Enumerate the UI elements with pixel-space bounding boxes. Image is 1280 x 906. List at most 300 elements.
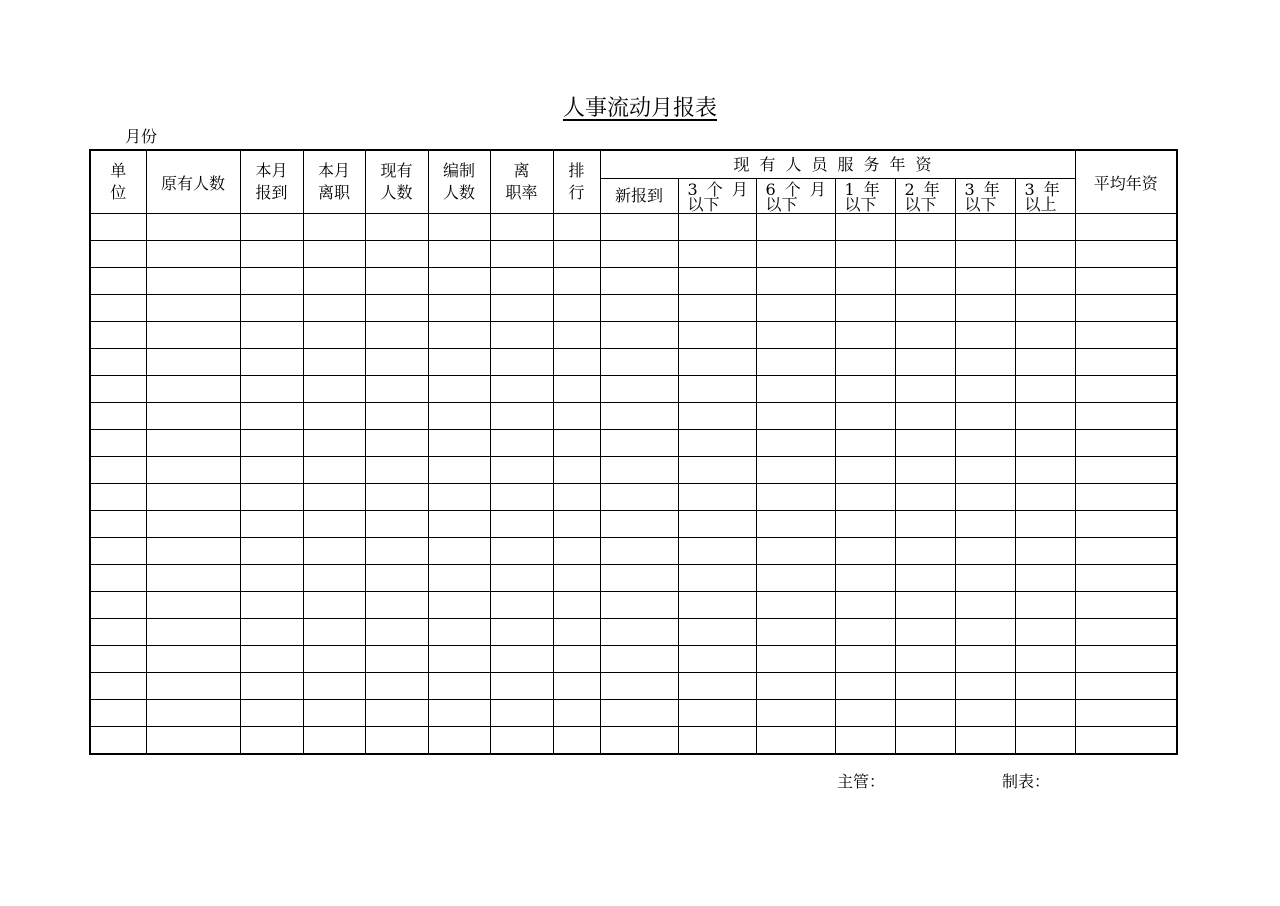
table-cell[interactable]: [365, 565, 428, 592]
table-cell[interactable]: [240, 241, 303, 268]
table-cell[interactable]: [756, 268, 835, 295]
table-cell[interactable]: [490, 241, 553, 268]
table-cell[interactable]: [90, 322, 146, 349]
table-cell[interactable]: [490, 268, 553, 295]
table-cell[interactable]: [1075, 268, 1177, 295]
table-cell[interactable]: [553, 214, 600, 241]
table-cell[interactable]: [955, 511, 1015, 538]
table-cell[interactable]: [146, 619, 240, 646]
table-cell[interactable]: [1075, 673, 1177, 700]
table-cell[interactable]: [835, 646, 895, 673]
table-cell[interactable]: [553, 457, 600, 484]
table-cell[interactable]: [240, 430, 303, 457]
table-cell[interactable]: [1075, 727, 1177, 755]
table-cell[interactable]: [835, 592, 895, 619]
table-cell[interactable]: [553, 295, 600, 322]
table-cell[interactable]: [553, 322, 600, 349]
table-cell[interactable]: [553, 592, 600, 619]
table-cell[interactable]: [600, 322, 678, 349]
table-cell[interactable]: [553, 349, 600, 376]
table-cell[interactable]: [553, 565, 600, 592]
table-cell[interactable]: [490, 349, 553, 376]
table-cell[interactable]: [835, 403, 895, 430]
table-cell[interactable]: [895, 511, 955, 538]
table-cell[interactable]: [240, 619, 303, 646]
table-cell[interactable]: [146, 592, 240, 619]
table-cell[interactable]: [303, 727, 365, 755]
table-cell[interactable]: [553, 484, 600, 511]
table-cell[interactable]: [1075, 592, 1177, 619]
table-cell[interactable]: [490, 565, 553, 592]
table-cell[interactable]: [90, 457, 146, 484]
table-cell[interactable]: [365, 727, 428, 755]
table-cell[interactable]: [835, 619, 895, 646]
table-cell[interactable]: [1075, 700, 1177, 727]
table-cell[interactable]: [895, 349, 955, 376]
table-cell[interactable]: [303, 268, 365, 295]
table-cell[interactable]: [955, 592, 1015, 619]
table-cell[interactable]: [90, 484, 146, 511]
table-cell[interactable]: [490, 295, 553, 322]
table-cell[interactable]: [756, 403, 835, 430]
table-cell[interactable]: [303, 700, 365, 727]
table-cell[interactable]: [553, 538, 600, 565]
table-cell[interactable]: [428, 457, 490, 484]
table-cell[interactable]: [600, 565, 678, 592]
table-cell[interactable]: [955, 619, 1015, 646]
table-cell[interactable]: [1015, 295, 1075, 322]
table-cell[interactable]: [1075, 430, 1177, 457]
table-cell[interactable]: [1015, 349, 1075, 376]
table-cell[interactable]: [146, 430, 240, 457]
table-cell[interactable]: [678, 295, 756, 322]
table-cell[interactable]: [303, 619, 365, 646]
table-cell[interactable]: [600, 295, 678, 322]
table-cell[interactable]: [240, 376, 303, 403]
table-cell[interactable]: [428, 700, 490, 727]
table-cell[interactable]: [428, 430, 490, 457]
table-cell[interactable]: [756, 376, 835, 403]
table-cell[interactable]: [835, 295, 895, 322]
table-cell[interactable]: [240, 403, 303, 430]
table-cell[interactable]: [240, 700, 303, 727]
table-cell[interactable]: [428, 376, 490, 403]
table-cell[interactable]: [955, 349, 1015, 376]
table-cell[interactable]: [365, 403, 428, 430]
table-cell[interactable]: [600, 484, 678, 511]
table-cell[interactable]: [240, 565, 303, 592]
table-cell[interactable]: [756, 214, 835, 241]
table-cell[interactable]: [1075, 403, 1177, 430]
table-cell[interactable]: [365, 646, 428, 673]
table-cell[interactable]: [90, 295, 146, 322]
table-cell[interactable]: [303, 322, 365, 349]
table-cell[interactable]: [678, 484, 756, 511]
table-cell[interactable]: [756, 673, 835, 700]
table-cell[interactable]: [895, 592, 955, 619]
table-cell[interactable]: [835, 727, 895, 755]
table-cell[interactable]: [1015, 646, 1075, 673]
table-cell[interactable]: [90, 619, 146, 646]
table-cell[interactable]: [678, 727, 756, 755]
table-cell[interactable]: [600, 673, 678, 700]
table-cell[interactable]: [600, 214, 678, 241]
table-cell[interactable]: [428, 241, 490, 268]
table-cell[interactable]: [600, 376, 678, 403]
table-cell[interactable]: [490, 511, 553, 538]
table-cell[interactable]: [835, 268, 895, 295]
table-cell[interactable]: [1075, 241, 1177, 268]
table-cell[interactable]: [428, 646, 490, 673]
table-cell[interactable]: [955, 268, 1015, 295]
table-cell[interactable]: [365, 538, 428, 565]
table-cell[interactable]: [553, 646, 600, 673]
table-cell[interactable]: [1015, 619, 1075, 646]
table-cell[interactable]: [756, 727, 835, 755]
table-cell[interactable]: [895, 727, 955, 755]
table-cell[interactable]: [490, 430, 553, 457]
table-cell[interactable]: [553, 376, 600, 403]
table-cell[interactable]: [600, 646, 678, 673]
table-cell[interactable]: [1015, 241, 1075, 268]
table-cell[interactable]: [365, 295, 428, 322]
table-cell[interactable]: [90, 214, 146, 241]
table-cell[interactable]: [756, 700, 835, 727]
table-cell[interactable]: [490, 376, 553, 403]
table-cell[interactable]: [240, 538, 303, 565]
table-cell[interactable]: [303, 565, 365, 592]
table-cell[interactable]: [553, 673, 600, 700]
table-cell[interactable]: [553, 430, 600, 457]
table-cell[interactable]: [1075, 619, 1177, 646]
table-cell[interactable]: [240, 646, 303, 673]
table-cell[interactable]: [146, 376, 240, 403]
table-cell[interactable]: [835, 511, 895, 538]
table-cell[interactable]: [678, 349, 756, 376]
table-cell[interactable]: [1015, 484, 1075, 511]
table-cell[interactable]: [1015, 214, 1075, 241]
table-cell[interactable]: [90, 268, 146, 295]
table-cell[interactable]: [835, 673, 895, 700]
table-cell[interactable]: [756, 646, 835, 673]
table-cell[interactable]: [955, 241, 1015, 268]
table-cell[interactable]: [90, 376, 146, 403]
table-cell[interactable]: [428, 619, 490, 646]
table-cell[interactable]: [756, 619, 835, 646]
table-cell[interactable]: [90, 349, 146, 376]
table-cell[interactable]: [1015, 430, 1075, 457]
table-cell[interactable]: [1075, 214, 1177, 241]
table-cell[interactable]: [1015, 538, 1075, 565]
table-cell[interactable]: [146, 484, 240, 511]
table-cell[interactable]: [955, 700, 1015, 727]
table-cell[interactable]: [1075, 484, 1177, 511]
table-cell[interactable]: [90, 565, 146, 592]
table-cell[interactable]: [600, 268, 678, 295]
table-cell[interactable]: [1075, 457, 1177, 484]
table-cell[interactable]: [490, 646, 553, 673]
table-cell[interactable]: [756, 538, 835, 565]
table-cell[interactable]: [955, 484, 1015, 511]
table-cell[interactable]: [1015, 403, 1075, 430]
table-cell[interactable]: [428, 565, 490, 592]
table-cell[interactable]: [895, 403, 955, 430]
table-cell[interactable]: [678, 673, 756, 700]
table-cell[interactable]: [1015, 565, 1075, 592]
table-cell[interactable]: [146, 700, 240, 727]
table-cell[interactable]: [835, 565, 895, 592]
table-cell[interactable]: [146, 673, 240, 700]
table-cell[interactable]: [895, 430, 955, 457]
table-cell[interactable]: [955, 673, 1015, 700]
table-cell[interactable]: [955, 403, 1015, 430]
table-cell[interactable]: [895, 241, 955, 268]
table-cell[interactable]: [490, 619, 553, 646]
table-cell[interactable]: [303, 592, 365, 619]
table-cell[interactable]: [240, 214, 303, 241]
table-cell[interactable]: [146, 727, 240, 755]
table-cell[interactable]: [365, 673, 428, 700]
table-cell[interactable]: [553, 700, 600, 727]
table-cell[interactable]: [678, 403, 756, 430]
table-cell[interactable]: [895, 538, 955, 565]
table-cell[interactable]: [1015, 268, 1075, 295]
table-cell[interactable]: [835, 484, 895, 511]
table-cell[interactable]: [835, 241, 895, 268]
table-cell[interactable]: [146, 403, 240, 430]
table-cell[interactable]: [490, 484, 553, 511]
table-cell[interactable]: [490, 538, 553, 565]
table-cell[interactable]: [490, 700, 553, 727]
table-cell[interactable]: [756, 592, 835, 619]
table-cell[interactable]: [1075, 511, 1177, 538]
table-cell[interactable]: [428, 349, 490, 376]
table-cell[interactable]: [835, 538, 895, 565]
table-cell[interactable]: [490, 403, 553, 430]
table-cell[interactable]: [955, 214, 1015, 241]
table-cell[interactable]: [303, 295, 365, 322]
table-cell[interactable]: [90, 646, 146, 673]
table-cell[interactable]: [1075, 646, 1177, 673]
table-cell[interactable]: [365, 592, 428, 619]
table-cell[interactable]: [1075, 376, 1177, 403]
table-cell[interactable]: [90, 673, 146, 700]
table-cell[interactable]: [146, 457, 240, 484]
table-cell[interactable]: [678, 700, 756, 727]
table-cell[interactable]: [756, 322, 835, 349]
table-cell[interactable]: [678, 430, 756, 457]
table-cell[interactable]: [1075, 565, 1177, 592]
table-cell[interactable]: [428, 511, 490, 538]
table-cell[interactable]: [955, 646, 1015, 673]
table-cell[interactable]: [146, 214, 240, 241]
table-cell[interactable]: [303, 673, 365, 700]
table-cell[interactable]: [895, 376, 955, 403]
table-cell[interactable]: [146, 565, 240, 592]
table-cell[interactable]: [600, 700, 678, 727]
table-cell[interactable]: [553, 511, 600, 538]
table-cell[interactable]: [90, 241, 146, 268]
table-cell[interactable]: [553, 268, 600, 295]
table-cell[interactable]: [240, 295, 303, 322]
table-cell[interactable]: [600, 538, 678, 565]
table-cell[interactable]: [600, 619, 678, 646]
table-cell[interactable]: [303, 349, 365, 376]
table-cell[interactable]: [428, 673, 490, 700]
table-cell[interactable]: [835, 376, 895, 403]
table-cell[interactable]: [835, 430, 895, 457]
table-cell[interactable]: [303, 484, 365, 511]
table-cell[interactable]: [1015, 727, 1075, 755]
table-cell[interactable]: [1015, 457, 1075, 484]
table-cell[interactable]: [756, 349, 835, 376]
table-cell[interactable]: [240, 322, 303, 349]
table-cell[interactable]: [895, 619, 955, 646]
table-cell[interactable]: [365, 619, 428, 646]
table-cell[interactable]: [303, 376, 365, 403]
table-cell[interactable]: [146, 241, 240, 268]
table-cell[interactable]: [600, 349, 678, 376]
table-cell[interactable]: [553, 403, 600, 430]
table-cell[interactable]: [895, 295, 955, 322]
table-cell[interactable]: [678, 268, 756, 295]
table-cell[interactable]: [1075, 349, 1177, 376]
table-cell[interactable]: [955, 322, 1015, 349]
table-cell[interactable]: [756, 241, 835, 268]
table-cell[interactable]: [955, 538, 1015, 565]
table-cell[interactable]: [895, 673, 955, 700]
table-cell[interactable]: [490, 727, 553, 755]
table-cell[interactable]: [756, 511, 835, 538]
table-cell[interactable]: [365, 214, 428, 241]
table-cell[interactable]: [1015, 376, 1075, 403]
table-cell[interactable]: [303, 403, 365, 430]
table-cell[interactable]: [895, 214, 955, 241]
table-cell[interactable]: [428, 268, 490, 295]
table-cell[interactable]: [365, 241, 428, 268]
table-cell[interactable]: [835, 700, 895, 727]
table-cell[interactable]: [146, 295, 240, 322]
table-cell[interactable]: [678, 322, 756, 349]
table-cell[interactable]: [600, 457, 678, 484]
table-cell[interactable]: [1075, 295, 1177, 322]
table-cell[interactable]: [600, 403, 678, 430]
table-cell[interactable]: [146, 511, 240, 538]
table-cell[interactable]: [90, 511, 146, 538]
table-cell[interactable]: [365, 430, 428, 457]
table-cell[interactable]: [600, 430, 678, 457]
table-cell[interactable]: [240, 349, 303, 376]
table-cell[interactable]: [895, 646, 955, 673]
table-cell[interactable]: [600, 511, 678, 538]
table-cell[interactable]: [428, 727, 490, 755]
table-cell[interactable]: [678, 376, 756, 403]
table-cell[interactable]: [303, 241, 365, 268]
table-cell[interactable]: [240, 511, 303, 538]
table-cell[interactable]: [678, 619, 756, 646]
table-cell[interactable]: [1075, 322, 1177, 349]
table-cell[interactable]: [365, 700, 428, 727]
table-cell[interactable]: [146, 349, 240, 376]
table-cell[interactable]: [428, 592, 490, 619]
table-cell[interactable]: [756, 484, 835, 511]
table-cell[interactable]: [90, 430, 146, 457]
table-cell[interactable]: [678, 241, 756, 268]
table-cell[interactable]: [490, 592, 553, 619]
table-cell[interactable]: [146, 538, 240, 565]
table-cell[interactable]: [240, 457, 303, 484]
table-cell[interactable]: [365, 511, 428, 538]
table-cell[interactable]: [553, 727, 600, 755]
table-cell[interactable]: [895, 268, 955, 295]
table-cell[interactable]: [240, 673, 303, 700]
table-cell[interactable]: [955, 565, 1015, 592]
table-cell[interactable]: [303, 214, 365, 241]
table-cell[interactable]: [490, 322, 553, 349]
table-cell[interactable]: [240, 592, 303, 619]
table-cell[interactable]: [490, 673, 553, 700]
table-cell[interactable]: [90, 403, 146, 430]
table-cell[interactable]: [835, 214, 895, 241]
table-cell[interactable]: [756, 430, 835, 457]
table-cell[interactable]: [678, 214, 756, 241]
table-cell[interactable]: [600, 592, 678, 619]
table-cell[interactable]: [678, 646, 756, 673]
table-cell[interactable]: [553, 619, 600, 646]
table-cell[interactable]: [895, 484, 955, 511]
table-cell[interactable]: [365, 349, 428, 376]
table-cell[interactable]: [90, 727, 146, 755]
table-cell[interactable]: [756, 457, 835, 484]
table-cell[interactable]: [428, 295, 490, 322]
table-cell[interactable]: [895, 322, 955, 349]
table-cell[interactable]: [428, 214, 490, 241]
table-cell[interactable]: [955, 430, 1015, 457]
table-cell[interactable]: [365, 268, 428, 295]
table-cell[interactable]: [90, 700, 146, 727]
table-cell[interactable]: [678, 592, 756, 619]
table-cell[interactable]: [490, 457, 553, 484]
table-cell[interactable]: [428, 538, 490, 565]
table-cell[interactable]: [756, 295, 835, 322]
table-cell[interactable]: [756, 565, 835, 592]
table-cell[interactable]: [365, 484, 428, 511]
table-cell[interactable]: [955, 376, 1015, 403]
table-cell[interactable]: [240, 268, 303, 295]
table-cell[interactable]: [895, 565, 955, 592]
table-cell[interactable]: [365, 376, 428, 403]
table-cell[interactable]: [146, 646, 240, 673]
table-cell[interactable]: [240, 727, 303, 755]
table-cell[interactable]: [678, 457, 756, 484]
table-cell[interactable]: [600, 727, 678, 755]
table-cell[interactable]: [365, 457, 428, 484]
table-cell[interactable]: [240, 484, 303, 511]
table-cell[interactable]: [303, 457, 365, 484]
table-cell[interactable]: [1015, 511, 1075, 538]
table-cell[interactable]: [303, 538, 365, 565]
table-cell[interactable]: [428, 322, 490, 349]
table-cell[interactable]: [955, 457, 1015, 484]
table-cell[interactable]: [1075, 538, 1177, 565]
table-cell[interactable]: [490, 214, 553, 241]
table-cell[interactable]: [895, 700, 955, 727]
table-cell[interactable]: [365, 322, 428, 349]
table-cell[interactable]: [1015, 700, 1075, 727]
table-cell[interactable]: [678, 511, 756, 538]
table-cell[interactable]: [600, 241, 678, 268]
table-cell[interactable]: [146, 268, 240, 295]
